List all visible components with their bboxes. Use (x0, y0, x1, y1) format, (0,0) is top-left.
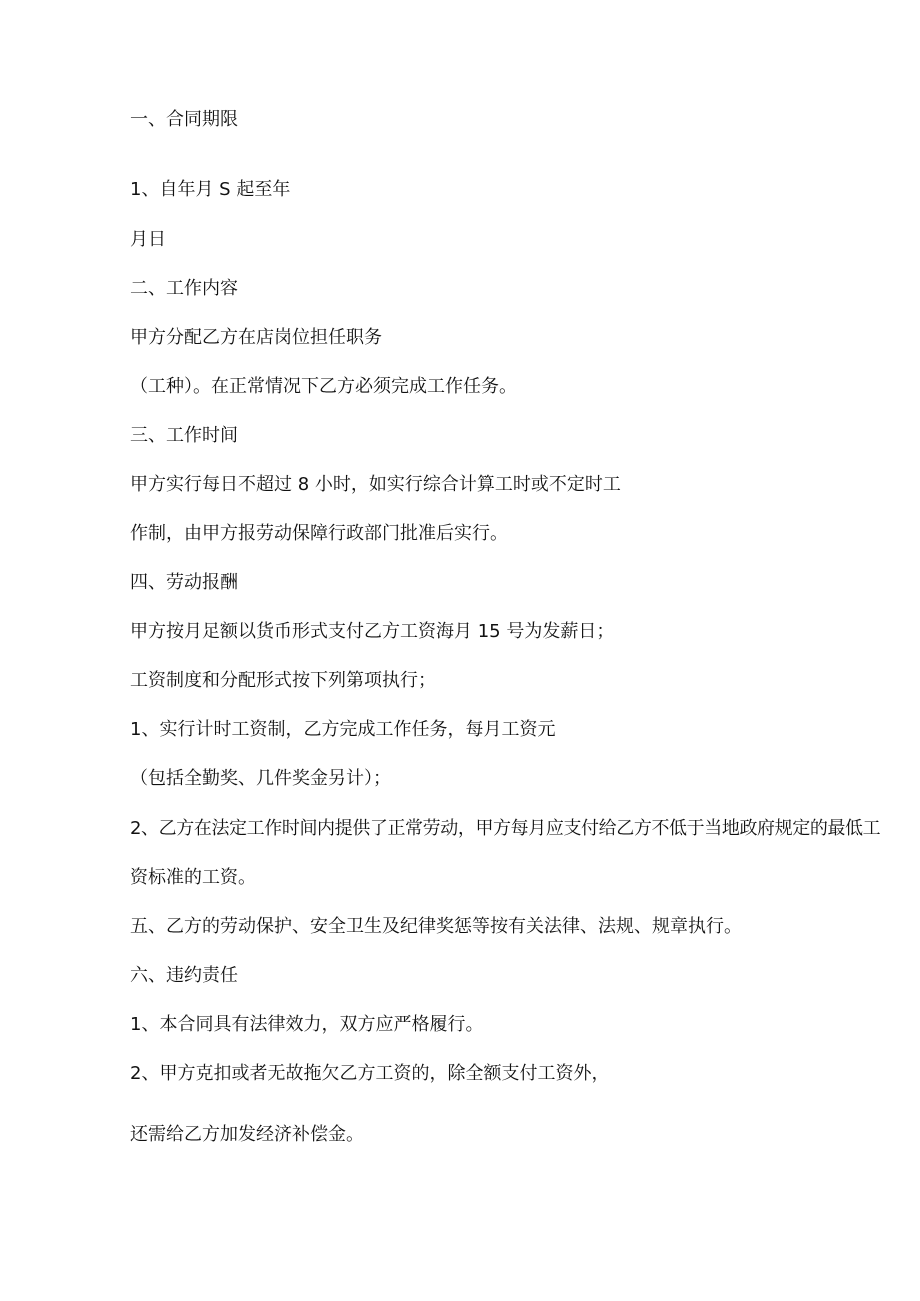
paragraph-line: 月日 (130, 229, 166, 250)
paragraph-line: 甲方实行每日不超过 8 小时，如实行综合计算工时或不定时工 (130, 474, 621, 495)
paragraph-line: 1、自年月 S 起至年 (130, 179, 291, 200)
section-heading-remuneration: 四、劳动报酬 (130, 572, 238, 593)
section-heading-term: 一、合同期限 (130, 109, 238, 130)
paragraph-line: 作制，由甲方报劳动保障行政部门批准后实行。 (130, 523, 508, 544)
paragraph-line: 1、实行计时工资制，乙方完成工作任务，每月工资元 (130, 719, 556, 740)
paragraph-line: （工种）。在正常情况下乙方必须完成工作任务。 (130, 376, 517, 397)
paragraph-line: 甲方按月足额以货币形式支付乙方工资海月 15 号为发薪日； (130, 621, 615, 642)
paragraph-line: 还需给乙方加发经济补偿金。 (130, 1124, 364, 1145)
section-heading-labor-protection: 五、乙方的劳动保护、安全卫生及纪律奖惩等按有关法律、法规、规章执行。 (130, 916, 742, 937)
paragraph-line: 2、甲方克扣或者无故拖欠乙方工资的，除全额支付工资外， (130, 1063, 610, 1084)
paragraph-line: （包括全勤奖、几件奖金另计）； (130, 768, 391, 789)
paragraph-line: 资标准的工资。 (130, 867, 256, 888)
paragraph-line: 工资制度和分配形式按下列第项执行； (130, 670, 436, 691)
paragraph-line: 甲方分配乙方在店岗位担任职务 (130, 327, 382, 348)
section-heading-breach: 六、违约责任 (130, 965, 238, 986)
section-heading-work-hours: 三、工作时间 (130, 425, 238, 446)
paragraph-line: 1、本合同具有法律效力，双方应严格履行。 (130, 1014, 484, 1035)
paragraph-line: 2、乙方在法定工作时间内提供了正常劳动，甲方每月应支付给乙方不低于当地政府规定的最低工 (130, 818, 881, 839)
section-heading-work-content: 二、工作内容 (130, 278, 238, 299)
